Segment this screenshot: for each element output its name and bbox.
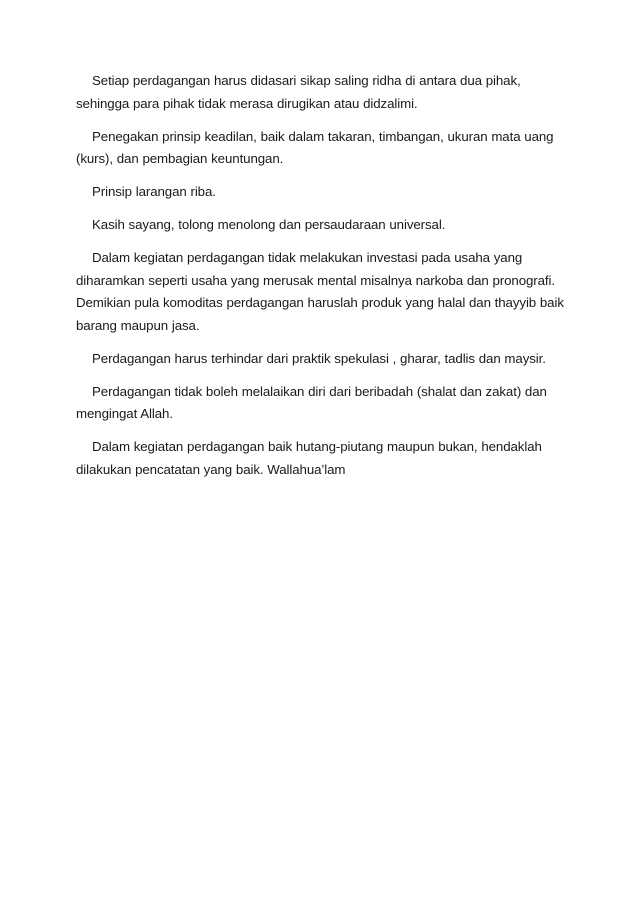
paragraph-7: Perdagangan tidak boleh melalaikan diri dari beribadah (shalat dan zakat) dan mengingat Allah. [76,383,547,421]
paragraph-1: Setiap perdagangan harus didasari sikap saling ridha di antara dua pihak, sehingga para pihak tidak merasa dirugikan atau didzalimi. [76,73,521,111]
paragraph-5: Dalam kegiatan perdagangan tidak melakukan investasi pada usaha yang diharamkan seperti usaha yang merusak mental misalnya narkoba dan pronografi. Demikian pula komoditas perdagangan haruslah produk yang halal dan thayyib baik barang maupun jasa. [76,250,564,333]
paragraph-3: Prinsip larangan riba. [92,184,216,199]
document-body [76,70,566,492]
paragraph-6: Perdagangan harus terhindar dari praktik spekulasi , gharar, tadlis dan maysir. [92,350,546,366]
paragraph-8: Dalam kegiatan perdagangan baik hutang-piutang maupun bukan, hendaklah dilakukan pencatatan yang baik. Wallahua’lam [76,439,542,477]
paragraph-4: Kasih sayang, tolong menolong dan persaudaraan universal. [92,217,446,232]
paragraph-2: Penegakan prinsip keadilan, baik dalam takaran, timbangan, ukuran mata uang (kurs), dan pembagian keuntungan. [76,128,554,166]
